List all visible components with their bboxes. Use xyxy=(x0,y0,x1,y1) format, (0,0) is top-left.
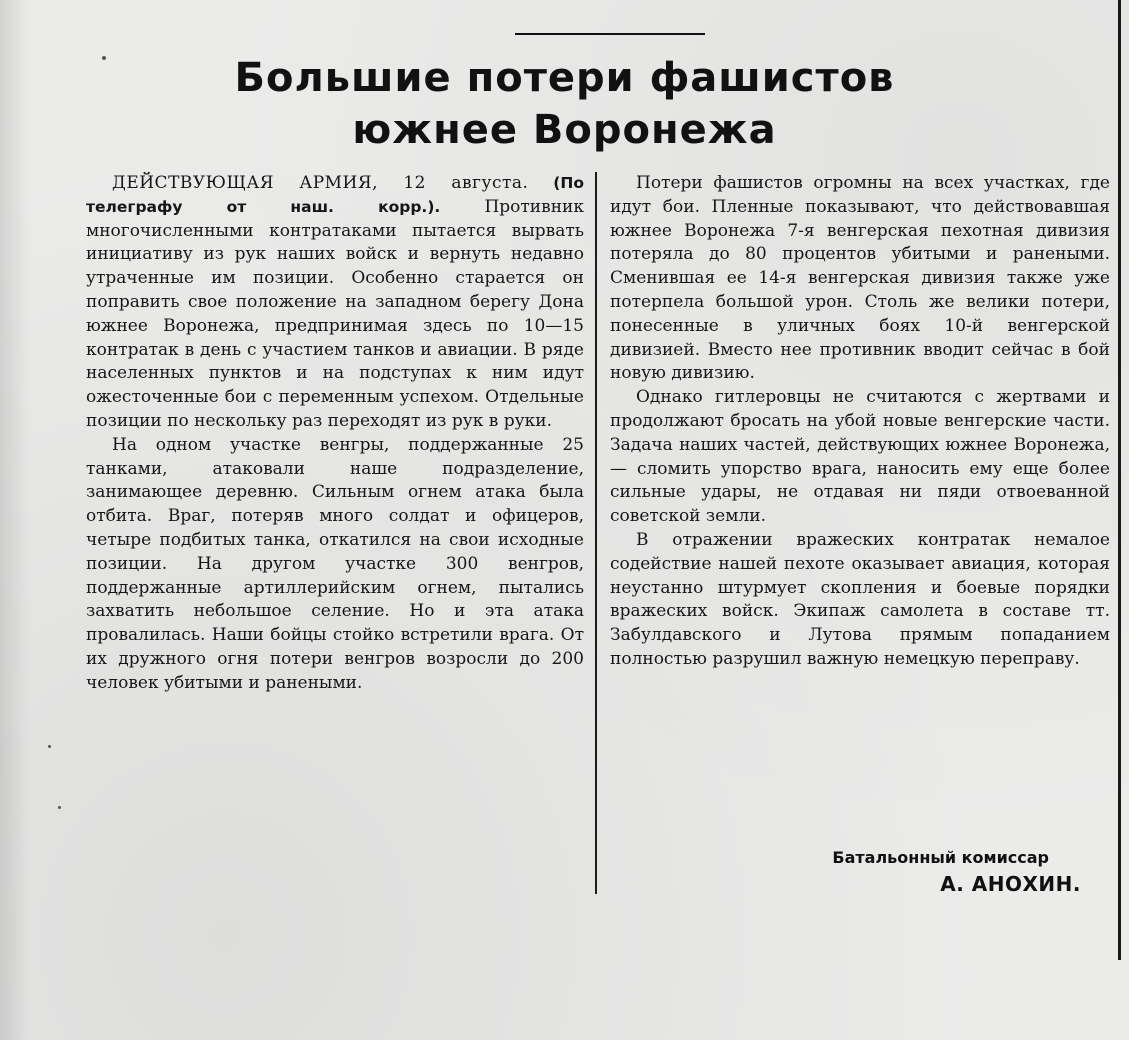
article-paragraph: В отражении вражеских контратак немалое содействие нашей пехоте оказывает авиация, которая неустанно штурмует скопления и боевые порядки вражеских войск. Экипаж самолета в составе тт. Забулдавского и Лутова прямым попаданием полностью разрушил важную немецкую переправу. xyxy=(610,529,1110,669)
top-separator-rule xyxy=(515,33,705,35)
print-speck xyxy=(58,806,61,809)
author-name: А. АНОХИН. xyxy=(940,872,1081,896)
author-signature xyxy=(832,846,1081,898)
article-paragraph: На одном участке венгры, поддержанные 25 танками, атаковали наше подразделение, занимающее деревню. Сильным огнем атака была отбита. Враг, потеряв много солдат и офицеров, четыре подбитых танка, откатился на свои исходные позиции. На другом участке 300 венгров, поддержанные артиллерийским огнем, пытались захватить небольшое селение. Но и эта атака провалилась. Наши бойцы стойко встретили врага. От их дружного огня потери венгров возросли до 200 человек убитыми и ранеными. xyxy=(86,434,584,693)
source-credit: (По телеграфу от наш. корр.). xyxy=(86,174,584,216)
article-paragraph: Потери фашистов огромны на всех участках, где идут бои. Пленные показывают, что действовавшая южнее Воронежа 7-я венгерская пехотная дивизия потеряла до 80 процентов убитыми и ранеными. Сменившая ее 14-я венгерская дивизия также уже потерпела большой урон. Столь же велики потери, понесенные в уличных боях 10-й венгерской дивизией. Вместо нее противник вводит сейчас в бой новую дивизию. xyxy=(610,173,1110,384)
page-edge-shadow xyxy=(0,0,30,1040)
print-speck xyxy=(102,56,106,60)
article-column-left xyxy=(86,172,584,696)
headline-line-1: Большие потери фашистов xyxy=(234,55,895,101)
article-paragraph xyxy=(86,172,584,434)
article-column-right xyxy=(610,172,1110,672)
column-divider xyxy=(595,172,597,894)
headline-line-2: южнее Воронежа xyxy=(352,107,777,153)
print-speck xyxy=(48,745,51,748)
dateline: ДЕЙСТВУЮЩАЯ АРМИЯ, 12 августа. xyxy=(112,173,529,193)
paragraph-text: Противник многочисленными контратаками пытается вырвать инициативу из рук наших войск и вернуть недавно утраченные им позиции. Особенно старается он поправить свое положение на западном берегу Дона южнее Воронежа, предпринимая здесь по 10—15 контратак в день с участием танков и авиации. В ряде населенных пунктов и на подступах к ним идут ожесточенные бои с переменным успехом. Отдельные позиции по нескольку раз переходят из рук в руки. xyxy=(86,196,584,431)
article-headline xyxy=(0,52,1129,156)
author-role: Батальонный комиссар xyxy=(832,848,1049,867)
article-paragraph: Однако гитлеровцы не считаются с жертвами и продолжают бросать на убой новые венгерские части. Задача наших частей, действующих южнее Воронежа, — сломить упорство врага, наносить ему еще более сильные удары, не отдавая ни пяди отвоеванной советской земли. xyxy=(610,387,1110,527)
